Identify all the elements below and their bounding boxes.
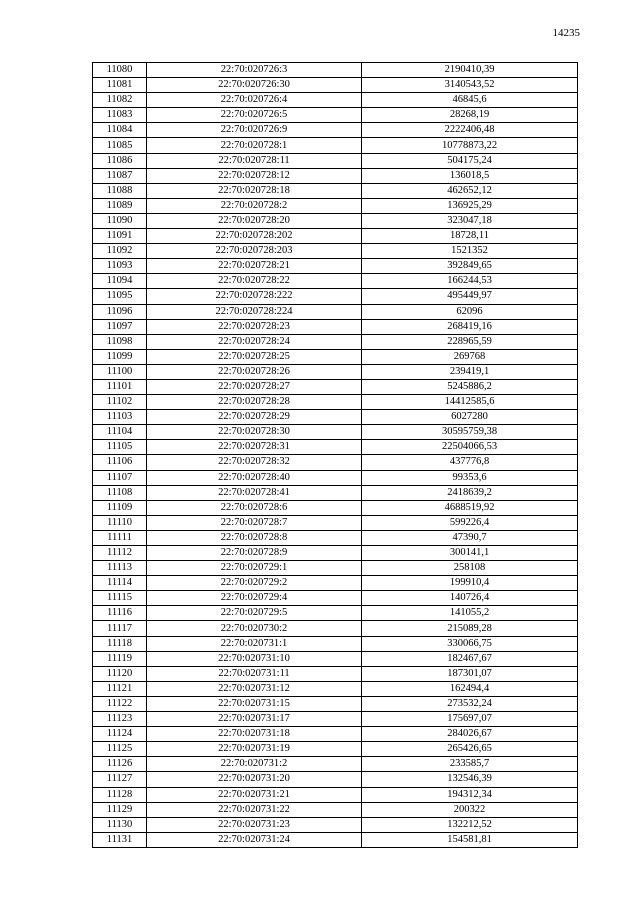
row-number-cell: 11117 bbox=[93, 621, 147, 636]
cadastral-value-cell: 132546,39 bbox=[362, 772, 578, 787]
row-number-cell: 11086 bbox=[93, 153, 147, 168]
row-number-cell: 11124 bbox=[93, 727, 147, 742]
cadastral-number-cell: 22:70:020726:9 bbox=[147, 123, 362, 138]
cadastral-number-cell: 22:70:020731:20 bbox=[147, 772, 362, 787]
cadastral-number-cell: 22:70:020731:1 bbox=[147, 636, 362, 651]
table-row bbox=[93, 651, 578, 666]
cadastral-number-cell: 22:70:020731:18 bbox=[147, 727, 362, 742]
row-number-cell: 11107 bbox=[93, 470, 147, 485]
row-number-cell: 11127 bbox=[93, 772, 147, 787]
cadastral-number-cell: 22:70:020728:26 bbox=[147, 364, 362, 379]
table-row bbox=[93, 410, 578, 425]
table-row bbox=[93, 93, 578, 108]
row-number-cell: 11108 bbox=[93, 485, 147, 500]
cadastral-value-cell: 200322 bbox=[362, 802, 578, 817]
table-row bbox=[93, 530, 578, 545]
table-row bbox=[93, 787, 578, 802]
cadastral-value-cell: 2222406,48 bbox=[362, 123, 578, 138]
cadastral-value-cell: 182467,67 bbox=[362, 651, 578, 666]
table-row bbox=[93, 832, 578, 847]
cadastral-number-cell: 22:70:020728:27 bbox=[147, 379, 362, 394]
cadastral-number-cell: 22:70:020728:18 bbox=[147, 183, 362, 198]
cadastral-value-cell: 273532,24 bbox=[362, 696, 578, 711]
cadastral-value-cell: 22504066,53 bbox=[362, 440, 578, 455]
row-number-cell: 11128 bbox=[93, 787, 147, 802]
row-number-cell: 11080 bbox=[93, 63, 147, 78]
cadastral-value-cell: 265426,65 bbox=[362, 742, 578, 757]
table-body bbox=[93, 63, 578, 848]
cadastral-value-cell: 284026,67 bbox=[362, 727, 578, 742]
cadastral-number-cell: 22:70:020728:9 bbox=[147, 546, 362, 561]
cadastral-number-cell: 22:70:020731:21 bbox=[147, 787, 362, 802]
table-row bbox=[93, 591, 578, 606]
cadastral-value-cell: 268419,16 bbox=[362, 319, 578, 334]
cadastral-number-cell: 22:70:020728:22 bbox=[147, 274, 362, 289]
cadastral-number-cell: 22:70:020729:2 bbox=[147, 576, 362, 591]
cadastral-value-cell: 269768 bbox=[362, 349, 578, 364]
cadastral-value-cell: 14412585,6 bbox=[362, 395, 578, 410]
cadastral-number-cell: 22:70:020728:29 bbox=[147, 410, 362, 425]
table-row bbox=[93, 561, 578, 576]
table-row bbox=[93, 470, 578, 485]
cadastral-number-cell: 22:70:020726:3 bbox=[147, 63, 362, 78]
cadastral-value-cell: 18728,11 bbox=[362, 229, 578, 244]
cadastral-value-cell: 194312,34 bbox=[362, 787, 578, 802]
row-number-cell: 11099 bbox=[93, 349, 147, 364]
table-row bbox=[93, 319, 578, 334]
cadastral-number-cell: 22:70:020728:12 bbox=[147, 168, 362, 183]
cadastral-number-cell: 22:70:020728:24 bbox=[147, 334, 362, 349]
cadastral-number-cell: 22:70:020731:17 bbox=[147, 712, 362, 727]
table-row bbox=[93, 455, 578, 470]
row-number-cell: 11115 bbox=[93, 591, 147, 606]
cadastral-value-cell: 47390,7 bbox=[362, 530, 578, 545]
row-number-cell: 11116 bbox=[93, 606, 147, 621]
row-number-cell: 11090 bbox=[93, 213, 147, 228]
table-row bbox=[93, 183, 578, 198]
cadastral-number-cell: 22:70:020731:22 bbox=[147, 802, 362, 817]
cadastral-number-cell: 22:70:020728:203 bbox=[147, 244, 362, 259]
row-number-cell: 11084 bbox=[93, 123, 147, 138]
cadastral-value-cell: 141055,2 bbox=[362, 606, 578, 621]
cadastral-value-cell: 62096 bbox=[362, 304, 578, 319]
cadastral-number-cell: 22:70:020728:7 bbox=[147, 515, 362, 530]
cadastral-number-cell: 22:70:020726:5 bbox=[147, 108, 362, 123]
cadastral-number-cell: 22:70:020731:10 bbox=[147, 651, 362, 666]
row-number-cell: 11131 bbox=[93, 832, 147, 847]
row-number-cell: 11129 bbox=[93, 802, 147, 817]
cadastral-number-cell: 22:70:020731:12 bbox=[147, 681, 362, 696]
cadastral-number-cell: 22:70:020731:11 bbox=[147, 666, 362, 681]
cadastral-value-cell: 136018,5 bbox=[362, 168, 578, 183]
row-number-cell: 11087 bbox=[93, 168, 147, 183]
row-number-cell: 11101 bbox=[93, 379, 147, 394]
table-row bbox=[93, 334, 578, 349]
row-number-cell: 11102 bbox=[93, 395, 147, 410]
cadastral-number-cell: 22:70:020728:23 bbox=[147, 319, 362, 334]
row-number-cell: 11126 bbox=[93, 757, 147, 772]
table-row bbox=[93, 213, 578, 228]
cadastral-value-cell: 136925,29 bbox=[362, 198, 578, 213]
cadastral-value-cell: 2418639,2 bbox=[362, 485, 578, 500]
cadastral-number-cell: 22:70:020728:20 bbox=[147, 213, 362, 228]
row-number-cell: 11085 bbox=[93, 138, 147, 153]
table-row bbox=[93, 681, 578, 696]
row-number-cell: 11125 bbox=[93, 742, 147, 757]
row-number-cell: 11109 bbox=[93, 500, 147, 515]
cadastral-value-cell: 2190410,39 bbox=[362, 63, 578, 78]
row-number-cell: 11088 bbox=[93, 183, 147, 198]
table-row bbox=[93, 123, 578, 138]
cadastral-value-cell: 154581,81 bbox=[362, 832, 578, 847]
table-row bbox=[93, 546, 578, 561]
cadastral-value-cell: 495449,97 bbox=[362, 289, 578, 304]
cadastral-number-cell: 22:70:020726:4 bbox=[147, 93, 362, 108]
cadastral-value-cell: 10778873,22 bbox=[362, 138, 578, 153]
cadastral-number-cell: 22:70:020728:25 bbox=[147, 349, 362, 364]
cadastral-number-cell: 22:70:020728:21 bbox=[147, 259, 362, 274]
cadastral-value-cell: 5245886,2 bbox=[362, 379, 578, 394]
cadastral-value-cell: 28268,19 bbox=[362, 108, 578, 123]
table-row bbox=[93, 63, 578, 78]
row-number-cell: 11098 bbox=[93, 334, 147, 349]
cadastral-number-cell: 22:70:020728:40 bbox=[147, 470, 362, 485]
cadastral-value-cell: 3140543,52 bbox=[362, 78, 578, 93]
cadastral-number-cell: 22:70:020729:5 bbox=[147, 606, 362, 621]
cadastral-number-cell: 22:70:020731:23 bbox=[147, 817, 362, 832]
cadastral-value-cell: 1521352 bbox=[362, 244, 578, 259]
cadastral-value-cell: 46845,6 bbox=[362, 93, 578, 108]
table-row bbox=[93, 515, 578, 530]
table-row bbox=[93, 712, 578, 727]
table-row bbox=[93, 198, 578, 213]
cadastral-value-cell: 132212,52 bbox=[362, 817, 578, 832]
row-number-cell: 11100 bbox=[93, 364, 147, 379]
row-number-cell: 11119 bbox=[93, 651, 147, 666]
table-row bbox=[93, 772, 578, 787]
row-number-cell: 11092 bbox=[93, 244, 147, 259]
cadastral-number-cell: 22:70:020728:2 bbox=[147, 198, 362, 213]
row-number-cell: 11106 bbox=[93, 455, 147, 470]
cadastral-value-cell: 462652,12 bbox=[362, 183, 578, 198]
cadastral-number-cell: 22:70:020728:224 bbox=[147, 304, 362, 319]
table-row bbox=[93, 304, 578, 319]
table-row bbox=[93, 229, 578, 244]
cadastral-value-cell: 4688519,92 bbox=[362, 500, 578, 515]
cadastral-value-cell: 6027280 bbox=[362, 410, 578, 425]
cadastral-value-cell: 175697,07 bbox=[362, 712, 578, 727]
cadastral-number-cell: 22:70:020731:24 bbox=[147, 832, 362, 847]
row-number-cell: 11103 bbox=[93, 410, 147, 425]
cadastral-value-cell: 258108 bbox=[362, 561, 578, 576]
table-row bbox=[93, 500, 578, 515]
table-row bbox=[93, 440, 578, 455]
table-row bbox=[93, 244, 578, 259]
table-row bbox=[93, 485, 578, 500]
page-number: 14235 bbox=[552, 27, 580, 39]
table-row bbox=[93, 636, 578, 651]
row-number-cell: 11081 bbox=[93, 78, 147, 93]
cadastral-number-cell: 22:70:020728:11 bbox=[147, 153, 362, 168]
row-number-cell: 11118 bbox=[93, 636, 147, 651]
cadastral-number-cell: 22:70:020728:41 bbox=[147, 485, 362, 500]
cadastral-value-cell: 330066,75 bbox=[362, 636, 578, 651]
table-row bbox=[93, 349, 578, 364]
cadastral-value-cell: 233585,7 bbox=[362, 757, 578, 772]
table-row bbox=[93, 425, 578, 440]
cadastral-value-cell: 140726,4 bbox=[362, 591, 578, 606]
cadastral-number-cell: 22:70:020728:28 bbox=[147, 395, 362, 410]
row-number-cell: 11089 bbox=[93, 198, 147, 213]
cadastral-value-cell: 392849,65 bbox=[362, 259, 578, 274]
table-row bbox=[93, 168, 578, 183]
row-number-cell: 11095 bbox=[93, 289, 147, 304]
table-row bbox=[93, 395, 578, 410]
cadastral-number-cell: 22:70:020731:19 bbox=[147, 742, 362, 757]
cadastral-value-cell: 199910,4 bbox=[362, 576, 578, 591]
cadastral-value-cell: 215089,28 bbox=[362, 621, 578, 636]
cadastral-number-cell: 22:70:020731:15 bbox=[147, 696, 362, 711]
table-row bbox=[93, 696, 578, 711]
cadastral-number-cell: 22:70:020731:2 bbox=[147, 757, 362, 772]
table-row bbox=[93, 289, 578, 304]
row-number-cell: 11130 bbox=[93, 817, 147, 832]
cadastral-number-cell: 22:70:020728:1 bbox=[147, 138, 362, 153]
row-number-cell: 11082 bbox=[93, 93, 147, 108]
cadastral-value-cell: 30595759,38 bbox=[362, 425, 578, 440]
row-number-cell: 11110 bbox=[93, 515, 147, 530]
row-number-cell: 11122 bbox=[93, 696, 147, 711]
cadastral-number-cell: 22:70:020728:8 bbox=[147, 530, 362, 545]
cadastral-value-table bbox=[92, 62, 578, 848]
cadastral-value-cell: 99353,6 bbox=[362, 470, 578, 485]
table-row bbox=[93, 666, 578, 681]
table-row bbox=[93, 817, 578, 832]
cadastral-value-cell: 599226,4 bbox=[362, 515, 578, 530]
cadastral-number-cell: 22:70:020730:2 bbox=[147, 621, 362, 636]
cadastral-number-cell: 22:70:020729:1 bbox=[147, 561, 362, 576]
table-row bbox=[93, 621, 578, 636]
cadastral-number-cell: 22:70:020728:202 bbox=[147, 229, 362, 244]
row-number-cell: 11093 bbox=[93, 259, 147, 274]
row-number-cell: 11120 bbox=[93, 666, 147, 681]
cadastral-value-cell: 300141,1 bbox=[362, 546, 578, 561]
cadastral-value-cell: 239419,1 bbox=[362, 364, 578, 379]
row-number-cell: 11097 bbox=[93, 319, 147, 334]
table-row bbox=[93, 757, 578, 772]
table-row bbox=[93, 727, 578, 742]
row-number-cell: 11094 bbox=[93, 274, 147, 289]
row-number-cell: 11105 bbox=[93, 440, 147, 455]
table-row bbox=[93, 108, 578, 123]
row-number-cell: 11123 bbox=[93, 712, 147, 727]
table-row bbox=[93, 802, 578, 817]
cadastral-value-cell: 504175,24 bbox=[362, 153, 578, 168]
cadastral-value-cell: 323047,18 bbox=[362, 213, 578, 228]
table-row bbox=[93, 742, 578, 757]
row-number-cell: 11104 bbox=[93, 425, 147, 440]
table-row bbox=[93, 78, 578, 93]
cadastral-number-cell: 22:70:020728:32 bbox=[147, 455, 362, 470]
cadastral-value-cell: 166244,53 bbox=[362, 274, 578, 289]
cadastral-number-cell: 22:70:020729:4 bbox=[147, 591, 362, 606]
cadastral-number-cell: 22:70:020728:222 bbox=[147, 289, 362, 304]
row-number-cell: 11083 bbox=[93, 108, 147, 123]
row-number-cell: 11096 bbox=[93, 304, 147, 319]
table-row bbox=[93, 576, 578, 591]
row-number-cell: 11113 bbox=[93, 561, 147, 576]
cadastral-number-cell: 22:70:020728:31 bbox=[147, 440, 362, 455]
cadastral-value-cell: 228965,59 bbox=[362, 334, 578, 349]
row-number-cell: 11114 bbox=[93, 576, 147, 591]
row-number-cell: 11091 bbox=[93, 229, 147, 244]
cadastral-value-cell: 187301,07 bbox=[362, 666, 578, 681]
row-number-cell: 11112 bbox=[93, 546, 147, 561]
cadastral-value-cell: 437776,8 bbox=[362, 455, 578, 470]
row-number-cell: 11111 bbox=[93, 530, 147, 545]
table-row bbox=[93, 606, 578, 621]
cadastral-number-cell: 22:70:020728:30 bbox=[147, 425, 362, 440]
table-row bbox=[93, 153, 578, 168]
table-row bbox=[93, 274, 578, 289]
cadastral-number-cell: 22:70:020726:30 bbox=[147, 78, 362, 93]
table-row bbox=[93, 379, 578, 394]
cadastral-number-cell: 22:70:020728:6 bbox=[147, 500, 362, 515]
cadastral-value-cell: 162494,4 bbox=[362, 681, 578, 696]
table-row bbox=[93, 259, 578, 274]
table-row bbox=[93, 138, 578, 153]
row-number-cell: 11121 bbox=[93, 681, 147, 696]
table-row bbox=[93, 364, 578, 379]
